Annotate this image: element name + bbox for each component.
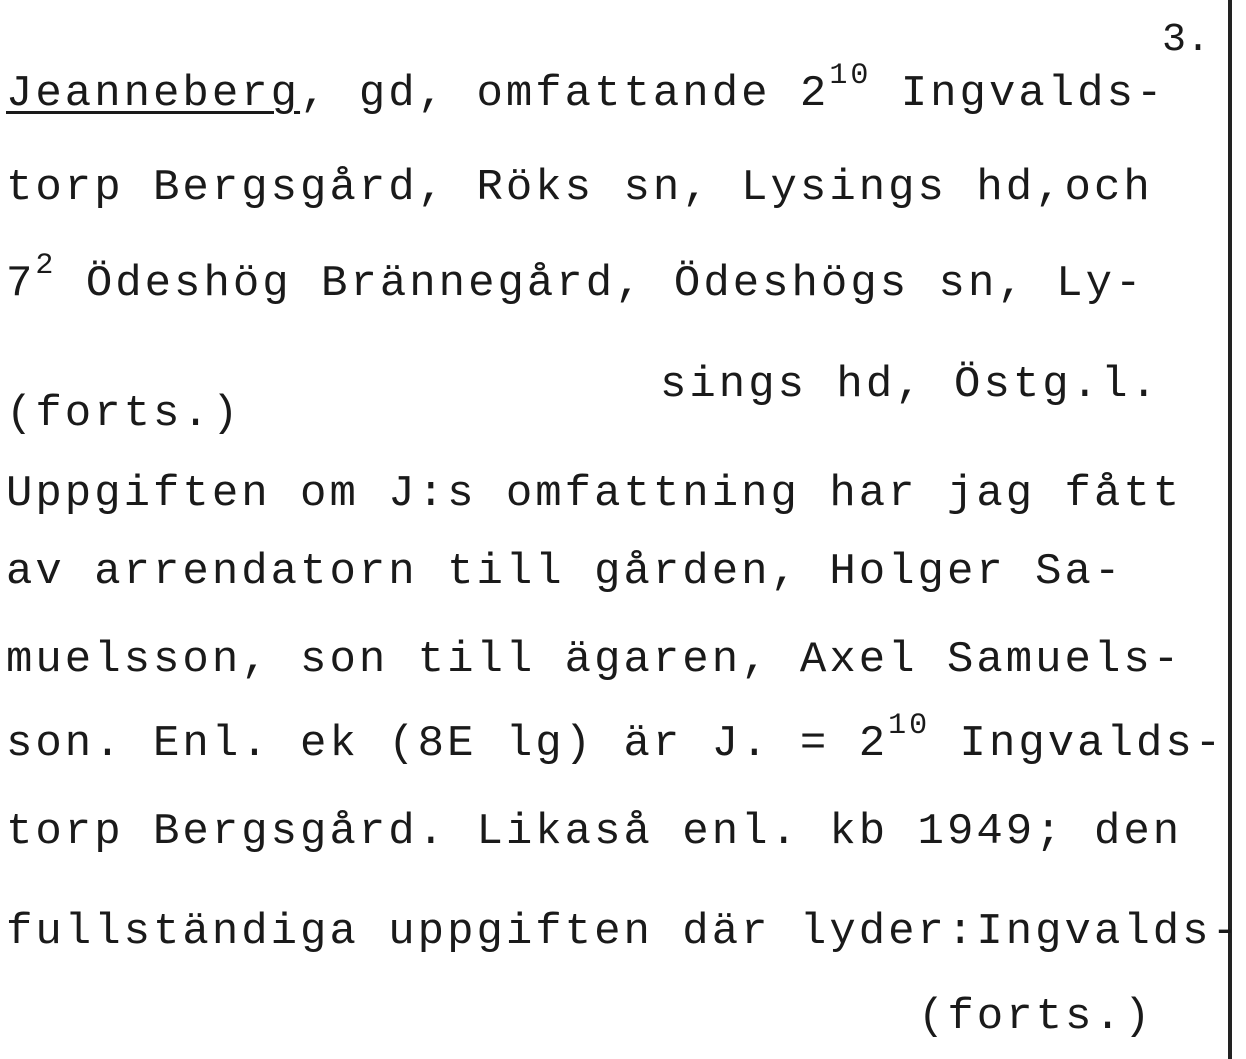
superscript-1: 10	[829, 59, 872, 93]
line-8-text-b: Ingvalds-	[930, 719, 1225, 769]
text-line-3	[6, 249, 1145, 309]
forts-label-2: (forts.)	[918, 992, 1154, 1042]
card-edge-line	[1228, 0, 1232, 1059]
text-line-6: av arrendatorn till gården, Holger Sa-	[6, 547, 1124, 597]
text-line-1	[6, 59, 1166, 119]
superscript-2: 2	[35, 249, 57, 283]
text-line-4-right: sings hd, Östg.l.	[660, 360, 1160, 410]
forts-label-1: (forts.)	[6, 389, 242, 439]
line-1-text-a: , gd, omfattande 2	[300, 69, 830, 119]
text-line-7: muelsson, son till ägaren, Axel Samuels-	[6, 635, 1183, 685]
text-line-5: Uppgiften om J:s omfattning har jag fått	[6, 469, 1183, 519]
text-line-9: torp Bergsgård. Likaså enl. kb 1949; den	[6, 807, 1183, 857]
text-line-10: fullständiga uppgiften där lyder:Ingvalds-	[6, 907, 1241, 957]
superscript-3: 10	[888, 709, 931, 743]
line-3-text-a: 7	[6, 259, 36, 309]
text-line-8	[6, 709, 1225, 769]
line-8-text-a: son. Enl. ek (8E lg) är J. = 2	[6, 719, 889, 769]
headword: Jeanneberg	[6, 69, 301, 119]
page-number: 3.	[1162, 18, 1211, 63]
line-1-text-b: Ingvalds-	[871, 69, 1166, 119]
line-3-text-b: Ödeshög Brännegård, Ödeshögs sn, Ly-	[56, 259, 1145, 309]
text-line-2: torp Bergsgård, Röks sn, Lysings hd,och	[6, 163, 1153, 213]
